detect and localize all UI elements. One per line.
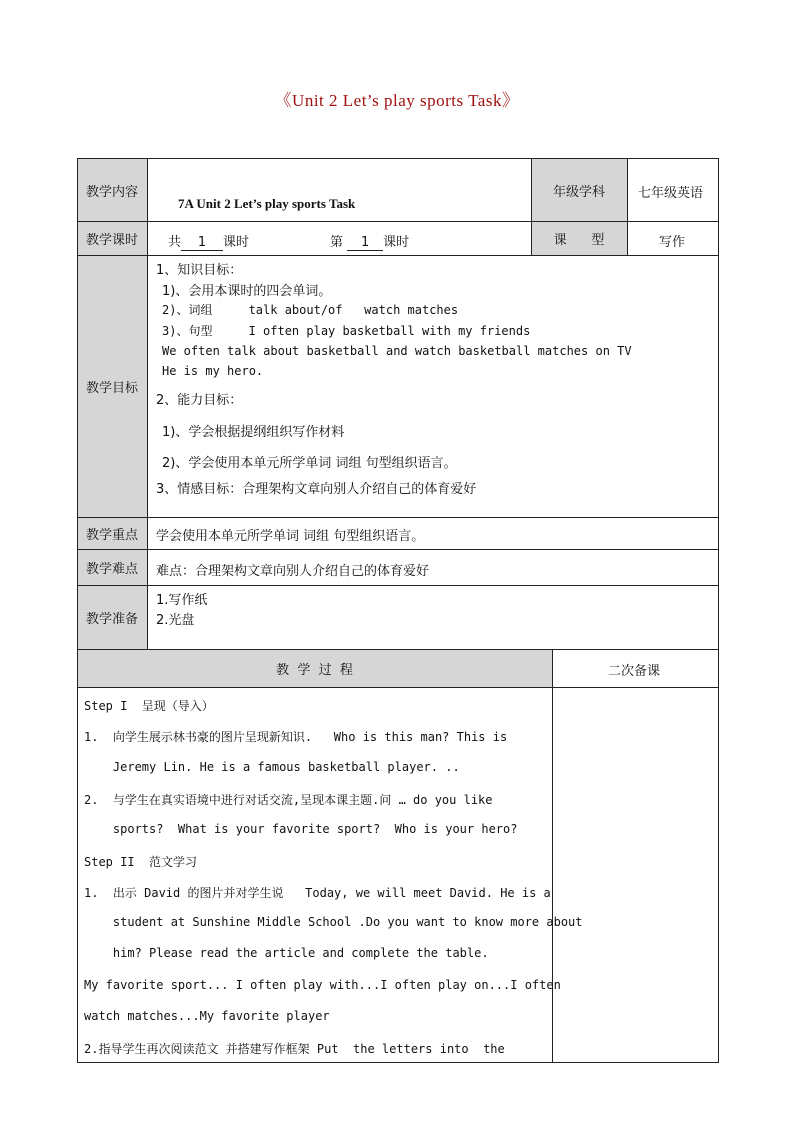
label-hours: 教学课时 [77, 221, 147, 255]
process-line: watch matches...My favorite player [84, 1009, 330, 1023]
process-line: Jeremy Lin. He is a famous basketball player. .. [84, 760, 460, 774]
goal-line: 1、知识目标： [156, 263, 243, 278]
prep-line: 2.光盘 [156, 613, 195, 628]
prep-line: 1.写作纸 [156, 593, 208, 608]
label-content: 教学内容 [77, 159, 147, 221]
hours-nth: 第 1 课时 [330, 235, 410, 250]
process-line: 2. 与学生在真实语境中进行对话交流,呈现本课主题.问 … do you like [84, 793, 493, 807]
process-line: 2.指导学生再次阅读范文 并搭建写作框架 Put the letters into the [84, 1042, 505, 1056]
process-line: My favorite sport... I often play with...I often play on...I often [84, 978, 561, 992]
goal-line: 2)、词组 talk about/of watch matches [162, 303, 459, 317]
process-line: him? Please read the article and complete the table. [84, 946, 489, 960]
goal-line: He is my hero. [162, 364, 264, 378]
label-key: 教学重点 [77, 517, 147, 549]
process-line: sports? What is your favorite sport? Who is your hero? [84, 822, 518, 836]
content-value: 7A Unit 2 Let’s play sports Task [178, 196, 356, 211]
goal-line: 1)、会用本课时的四会单词。 [162, 284, 332, 299]
goal-line: 3、情感目标：合理架构文章向别人介绍自己的体育爱好 [156, 482, 477, 497]
label-prep: 教学准备 [77, 585, 147, 649]
process-line: 1. 向学生展示林书豪的图片呈现新知识. Who is this man? This is [84, 730, 508, 744]
goal-line: 1)、学会根据提纲组织写作材料 [162, 425, 345, 440]
type-value: 写作 [659, 235, 686, 250]
process-header-right: 二次备课 [608, 664, 661, 679]
process-line: Step I 呈现（导入） [84, 699, 214, 713]
process-line: student at Sunshine Middle School .Do you want to know more about [84, 915, 583, 929]
process-line: 1. 出示 David 的图片并对学生说 Today, we will meet David. He is a [84, 886, 551, 900]
label-grade: 年级学科 [531, 159, 627, 221]
difficult-value: 难点：合理架构文章向别人介绍自己的体育爱好 [156, 564, 430, 579]
document-title: 《Unit 2 Let’s play sports Task》 [274, 91, 520, 110]
process-header-left: 教 学 过 程 [77, 649, 552, 687]
goal-line: 2、能力目标： [156, 393, 243, 408]
goal-line: We often talk about basketball and watch basketball matches on TV [162, 344, 632, 358]
label-difficult: 教学难点 [77, 549, 147, 585]
process-line: Step II 范文学习 [84, 855, 198, 869]
key-value: 学会使用本单元所学单词 词组 句型组织语言。 [156, 529, 425, 544]
goal-line: 3)、句型 I often play basketball with my friends [162, 324, 531, 338]
goal-line: 2)、学会使用本单元所学单词 词组 句型组织语言。 [162, 456, 457, 471]
grade-value: 七年级英语 [638, 186, 704, 201]
label-type: 课 型 [531, 221, 627, 255]
hours-total: 共 1 课时 [168, 235, 250, 250]
label-goals: 教学目标 [77, 255, 147, 517]
